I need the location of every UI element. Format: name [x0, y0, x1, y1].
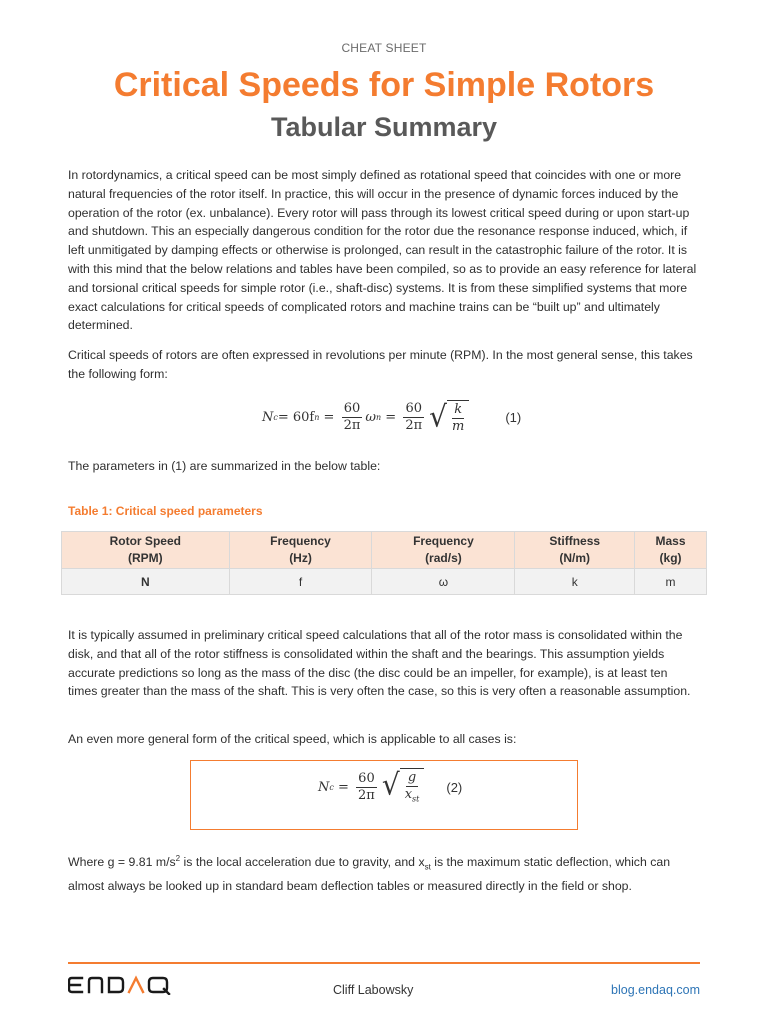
intro-paragraph: In rotordynamics, a critical speed can be most simply defined as rotational speed that coincides with one or more natural frequencies of the rotor itself. In practice, this will occur in the presence of dynamic forces induced by the operation of the rotor (ex. unbalance). Every rotor will pass through its lowest critical speed during or upon start-up and shutdown. This an especially dangerous condition for the rotor due the resonance response induced, which, if left unmitigated by damping effects or otherwise is prolonged, can result in the catastrophic failure of the rotor. It is with this mind that the below relations and tables have been compiled, so as to provide an easy reference for lateral and torsional critical speeds for simple rotor (i.e., shaft-disc) systems. It is from these simplified systems that more exact calculations for critical speeds of complicated rotors and machine trains can be “built up” and ultimately determined.: [68, 168, 697, 333]
radical-icon: √: [381, 767, 400, 802]
table-cell: N: [62, 569, 230, 595]
footer-divider: [68, 962, 700, 964]
eq2-sqrt-den-sub: st: [412, 794, 420, 804]
table-header-cell: Mass (kg): [635, 532, 707, 569]
eq1-label: (1): [505, 410, 522, 425]
blog-link[interactable]: blog.endaq.com: [611, 983, 700, 997]
eq1-omega: ω: [365, 410, 377, 425]
endaq-logo-icon: [68, 975, 180, 995]
eq1-sqrt: [429, 400, 469, 435]
eq1-fraction-2-num: 60: [405, 401, 423, 416]
eq1-equals: =: [319, 410, 339, 425]
table-cell: f: [229, 569, 372, 595]
table-header-cell: Rotor Speed (RPM): [62, 532, 230, 569]
table-cell: ω: [372, 569, 515, 595]
eq2-sqrt-num: g: [407, 770, 417, 785]
eq1-fraction-den: 2π: [343, 418, 361, 433]
eq1-sqrt-den: m: [452, 419, 465, 434]
eq1-fraction-num: 60: [343, 401, 361, 416]
eq1-f-sub: n: [314, 413, 320, 422]
page-title: Critical Speeds for Simple Rotors: [113, 66, 655, 104]
eq2-sqrt-den: x: [404, 787, 413, 802]
table-cell: m: [635, 569, 707, 595]
eq2-fraction-num: 60: [358, 771, 375, 787]
equation-1: [262, 400, 521, 435]
table-header-cell: Frequency (rad/s): [372, 532, 515, 569]
table-caption: Table 1: Critical speed parameters: [68, 504, 263, 518]
endaq-logo: [68, 975, 180, 1000]
where-paragraph: Where g = 9.81 $m/s^2$ is the local acceleration due to gravity, and $x_{st}$ is the maximum static deflection, which can almost always be looked up in standard beam deflection tables or measured directly in the field or shop.: [68, 854, 671, 894]
eq1-omega-sub: n: [376, 413, 382, 422]
eq1-lhs: N: [262, 410, 274, 425]
eq2-fraction-den: 2π: [358, 788, 375, 804]
radical-icon: √: [429, 399, 448, 434]
eq2-fraction: [356, 771, 377, 804]
eq1-fraction-2-den: 2π: [405, 418, 423, 433]
rpm-intro-paragraph: Critical speeds of rotors are often expressed in revolutions per minute (RPM). In the most general sense, this takes the following form:: [68, 348, 693, 381]
eq1-sixty-f: = 60f: [277, 410, 315, 425]
table-row: [62, 569, 707, 595]
eq2-lhs-sub: c: [329, 783, 334, 793]
author-name: Cliff Labowsky: [333, 983, 414, 997]
eq2-label: (2): [446, 780, 463, 796]
eq2-sqrt: [382, 768, 425, 808]
general-intro-paragraph: An even more general form of the critical speed, which is applicable to all cases is:: [68, 732, 517, 746]
params-intro-paragraph: The parameters in (1) are summarized in the below table:: [68, 459, 381, 473]
table-header-cell: Frequency (Hz): [229, 532, 372, 569]
table-header-cell: Stiffness (N/m): [515, 532, 635, 569]
parameters-table: [61, 531, 707, 595]
eq1-sqrt-num: k: [454, 402, 463, 417]
table-cell: k: [515, 569, 635, 595]
kicker-label: CHEAT SHEET: [341, 41, 427, 55]
eq1-equals-2: =: [381, 410, 401, 425]
page-subtitle: Tabular Summary: [270, 112, 498, 142]
assumption-paragraph: It is typically assumed in preliminary critical speed calculations that all of the rotor mass is consolidated within the disk, and that all of the rotor stiffness is consolidated within the shaft and the bearings. This assumption yields accurate predictions so long as the mass of the disc (the disc could be an impeller, for example), is at least ten times greater than the mass of the shaft. This is very often the case, so this is very often a reasonable assumption.: [68, 628, 691, 699]
eq2-lhs: N: [318, 780, 330, 796]
eq2-equals: =: [333, 780, 354, 796]
eq1-fraction: [342, 401, 363, 434]
table-header-row: [62, 532, 707, 569]
eq1-fraction-2: [403, 401, 424, 434]
eq1-lhs-sub: c: [273, 413, 278, 422]
equation-2: [318, 768, 462, 808]
